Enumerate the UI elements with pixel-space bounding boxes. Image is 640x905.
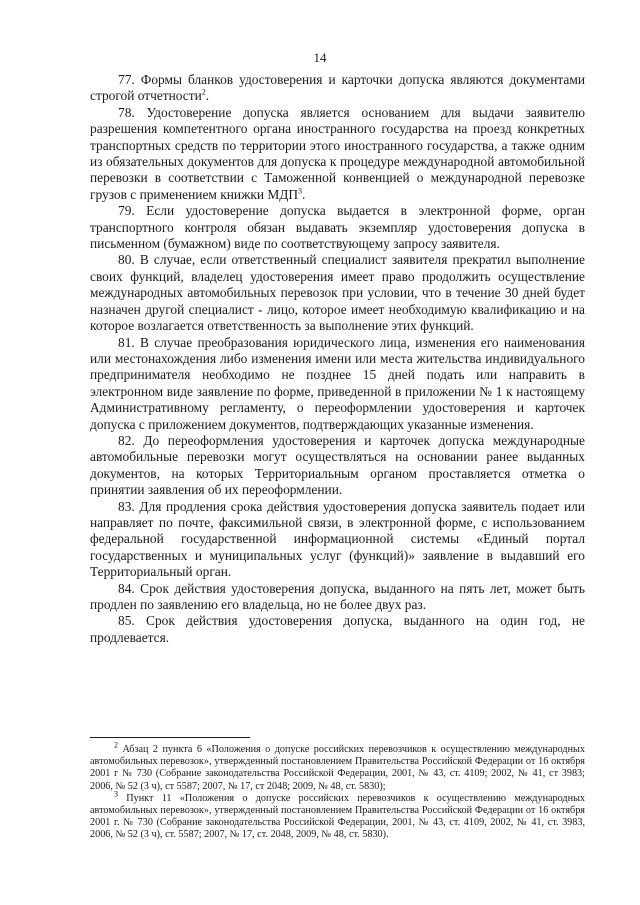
document-body — [90, 72, 585, 646]
footnote-3 — [90, 789, 586, 842]
footnote-ref-3[interactable]: 3 — [298, 186, 303, 196]
paragraph-81: 81. В случае преобразования юридического лица, изменения его наименования или местонахождения либо изменения имени или места жительства индивидуального предпринимателя необходимо не позднее 15 дней подать или направить в электронном виде заявление по форме, приведенной в приложении № 1 к настоящему Административному регламенту, о переоформлении удостоверения и карточек допуска с приложением документов, подтверждающих указанные изменения. — [90, 334, 585, 432]
page-number: 14 — [313, 50, 327, 65]
footnote-text: Пункт 11 «Положения о допуске российских перевозчиков к осуществлению международных автомобильных перевозок», утвержденный постановлением Правительства Российской Федерации от 16 октября 2001 г. № 730 (Собрание законодательства Российской Федерации, 2001, № 43, ст. 4109, 2002, № 41, ст. 3983, 2006, № 52 (3 ч), ст. 5587; 2007, № 17, ст. 2048, 2009, № 48, ст. 5830). — [90, 792, 586, 841]
paragraph-79: 79. Если удостоверение допуска выдается в электронной форме, орган транспортного контроля обязан выдавать экземпляр удостоверения допуска в письменном (бумажном) виде по соответствующему запросу заявителя. — [90, 203, 585, 252]
paragraph-82: 82. До переоформления удостоверения и карточек допуска международные автомобильные перевозки могут осуществляться на основании ранее выданных документов, на которых Территориальным органом проставляется отметка о принятии заявления об их переоформлении. — [90, 432, 585, 498]
footnotes — [90, 740, 586, 842]
paragraph-78: 78. Удостоверение допуска является основанием для выдачи заявителю разрешения компетентного органа иностранного государства на проезд конкретных транспортных средств по территории этого иностранного государства, а также одним из обязательных документов для допуска к процедуре международной автомобильной перевозки в соответствии с Таможенной конвенцией о международной перевозке грузов с применением книжки МДП$^3$. — [90, 104, 585, 202]
footnote-mark: 2 — [114, 740, 118, 750]
footnote-divider — [90, 737, 250, 738]
footnote-text: Абзац 2 пункта 6 «Положения о допуске российских перевозчиков к осуществлению международных автомобильных перевозок», утвержденный постановлением Правительства Российской Федерации от 16 октября 2001 г № 730 (Собрание законодательства Российской Федерации, 2001, № 43, ст. 4109; 2002, № 41, ст 3983; 2006, № 52 (3 ч), ст 5587; 2007, № 17, ст 2048; 2009, № 48, ст. 5830); — [90, 744, 585, 792]
paragraph-77: 77. Формы бланков удостоверения и карточки допуска являются документами строгой отчетности$^2$. — [90, 72, 585, 104]
paragraph-80: 80. В случае, если ответственный специалист заявителя прекратил выполнение своих функций, владелец удостоверения имеет право продолжить осуществление международных автомобильных перевозок при условии, что в течение 30 дней будет назначен другой специалист - лицо, которое имеет необходимую квалификацию и на которое возлагается ответственность за выполнение этих функций. — [90, 252, 585, 334]
footnote-2 — [90, 740, 585, 793]
paragraph-85: 85. Срок действия удостоверения допуска, выданного на один год, не продлевается. — [90, 613, 585, 645]
paragraph-83: 83. Для продления срока действия удостоверения допуска заявитель подает или направляет по почте, факсимильной связи, в электронной форме, с использованием федеральной государственной информационной системы «Единый портал государственных и муниципальных услуг (функций)» заявление в выдавший его Территориальный орган. — [90, 498, 585, 580]
footnote-mark: 3 — [114, 789, 118, 799]
paragraph-84: 84. Срок действия удостоверения допуска, выданного на пять лет, может быть продлен по заявлению его владельца, но не более двух раз. — [90, 580, 585, 612]
footnote-ref-2[interactable]: 2 — [201, 87, 206, 97]
